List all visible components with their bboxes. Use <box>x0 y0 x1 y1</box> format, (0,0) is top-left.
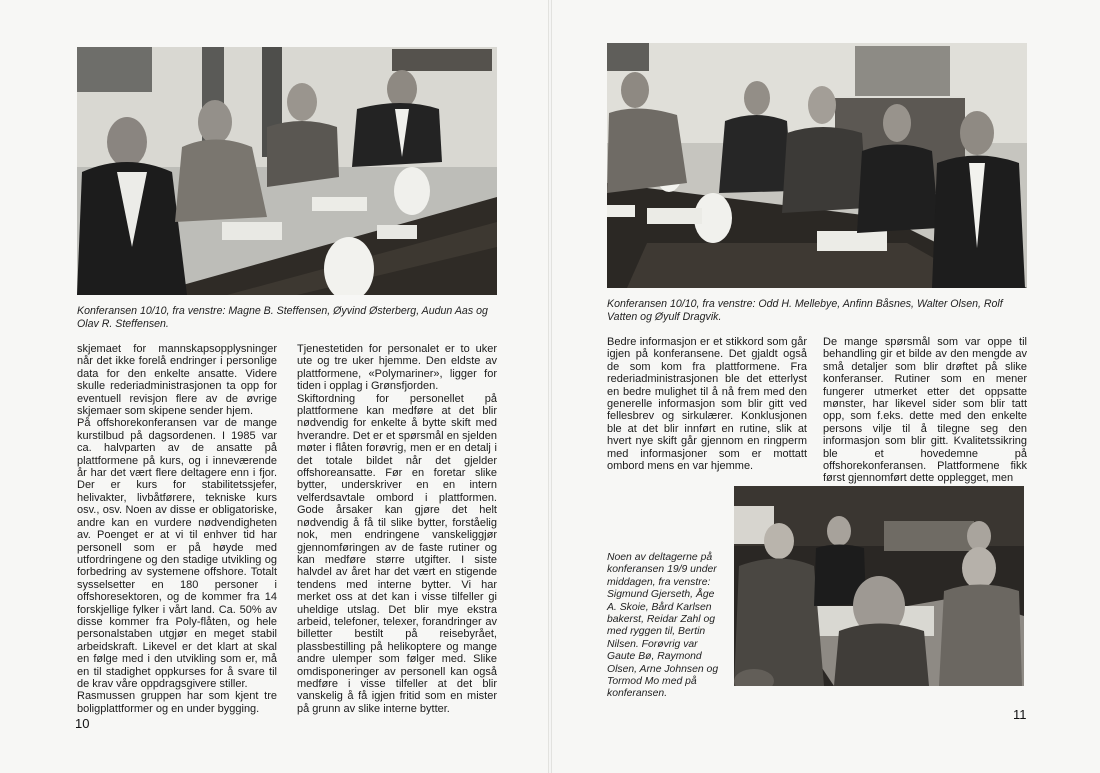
page-number-right: 11 <box>1013 707 1027 722</box>
paragraph: Bedre informasjon er et stikkord som går igjen på konferansene. Det gjaldt også de som kom fra plattformene. Fra rederiadministrasjonen ble det etterlyst en bedre mulighet til å nå frem med den generelle informasjon som blir gitt ved fellesbrev og sirkulærer. Konklusjonen ble at det blir innført en rutine, slik at hvert nye skift går gjennom en ringperm med informasjoner som er mottatt ombord mens en var hjemme. <box>607 336 807 473</box>
conference-photo-right <box>607 43 1027 288</box>
page-number-left: 10 <box>75 716 90 731</box>
left-page-column-1 <box>77 343 277 715</box>
paragraph: skjemaet for mannskapsopplysninger når det ikke forelå endringer i personlige data for den enkelte ansatte. Videre skulle rederiadministrasjonen ta opp for eventuell revisjon flere av de øvrige skjemaer som skipene sender hjem. <box>77 343 277 418</box>
paragraph: Rasmussen gruppen har som kjent tre boligplattformer og en under bygging. <box>77 690 277 715</box>
photo-caption-left: Konferansen 10/10, fra venstre: Magne B. Steffensen, Øyvind Østerberg, Audun Aas og Olav R. Steffensen. <box>77 305 488 330</box>
right-page-column-2 <box>823 336 1027 485</box>
photo-image <box>607 43 1027 288</box>
right-page-column-1 <box>607 336 807 472</box>
photo-image <box>734 486 1024 686</box>
left-page-column-2 <box>297 343 497 715</box>
conference-photo-left <box>77 47 497 295</box>
paragraph: Tjenestetiden for personalet er to uker ute og tre uker hjemme. Den eldste av plattformene, «Polymariner», ligger for tiden i opplag i Grønsfjorden. <box>297 343 497 393</box>
paragraph: På offshorekonferansen var de mange kurstilbud på dagsordenen. I 1985 var ca. halvparten av de ansatte på plattformene på kurs, og i inneværende år har det vært flere deltagere enn i fjor. Der er kurs for stabilitetssjefer, helivakter, livbåtførere, tekniske kurs osv., osv. Noen av disse er obligatoriske, andre kan en vurdere nødvendigheten av. Poenget er at vi til enhver tid har personell som er på høyde med utfordringene og den stadige utvikling og forbedring av systemene offshore. Totalt sysselsetter en 180 personer i offshoresektoren, og de kommer fra 14 forskjellige fylker i vårt land. Ca. 50% av disse kommer fra Poly-flåten, og hele personalstaben utgjør en meget stabil arbeidskraft. Likevel er det klart at skal en følge med i den utvikling som er, må en til stadighet oppkurses for å svare til de krav våre oppdragsgivere stiller. <box>77 417 277 690</box>
paragraph: Skiftordning for personellet på plattformene kan medføre at det blir nødvendig for enkelte å bytte skift med hverandre. Det er et spørsmål en sjelden møter i flåten forøvrig, men er en detalj i det totale bildet når det gjelder offshoreansatte. Før en foretar slike bytter, underskriver en en intern velferdsavtale ombord i plattformen. Gode årsaker kan gjøre det helt nødvendig å få til slike bytter, forståelig nok, men endringene vanskeliggjør gjennomføringen av de faste rutiner og kan medføre større utgifter. I siste halvdel av året har det vært en stigende tendens med interne bytter. Vi har merket oss at det kan i visse tilfeller gi uheldige utslag. Det blir mye ekstra arbeid, telefoner, telexer, forandringer av billetter bestilt på reisebyrået, plassbestilling på helikoptere og mange andre ulemper som følger med. Slike omdisponeringer av personell kan også medføre i visse tilfeller at det blir vanskelig å få igjen fritid som en mister på grunn av slike interne bytter. <box>297 392 497 715</box>
dinner-photo-caption: Noen av deltagerne på konferansen 19/9 under middagen, fra venstre: Sigmund Gjerseth, Åge A. Skoie, Bård Karlsen bakerst, Reidar Zahl og med ryggen til, Bertin Nilsen. Forøvrig var Gaute Bø, Raymond Olsen, Arne Johnsen og Tormod Mo med på konferansen. <box>607 552 719 700</box>
photo-caption-right: Konferansen 10/10, fra venstre: Odd H. Mellebye, Anfinn Båsnes, Walter Olsen, Rolf Vatten og Øyulf Dragvik. <box>607 298 1003 323</box>
dinner-photo <box>734 486 1024 686</box>
photo-image <box>77 47 497 295</box>
paragraph: De mange spørsmål som var oppe til behandling gir et bilde av den mengde av små detaljer som blir drøftet på slike konferanser. Rutiner som en mener fungerer utmerket etter det oppsatte mønster, har likevel sider som blir tatt opp, som f.eks. dette med den enkelte persons vilje til å tilegne seg den informasjon som blir gitt. Kvalitetssikring ble et hovedemne på offshorekonferansen. Plattformene fikk først gjennomført dette opplegget, men <box>823 336 1027 485</box>
